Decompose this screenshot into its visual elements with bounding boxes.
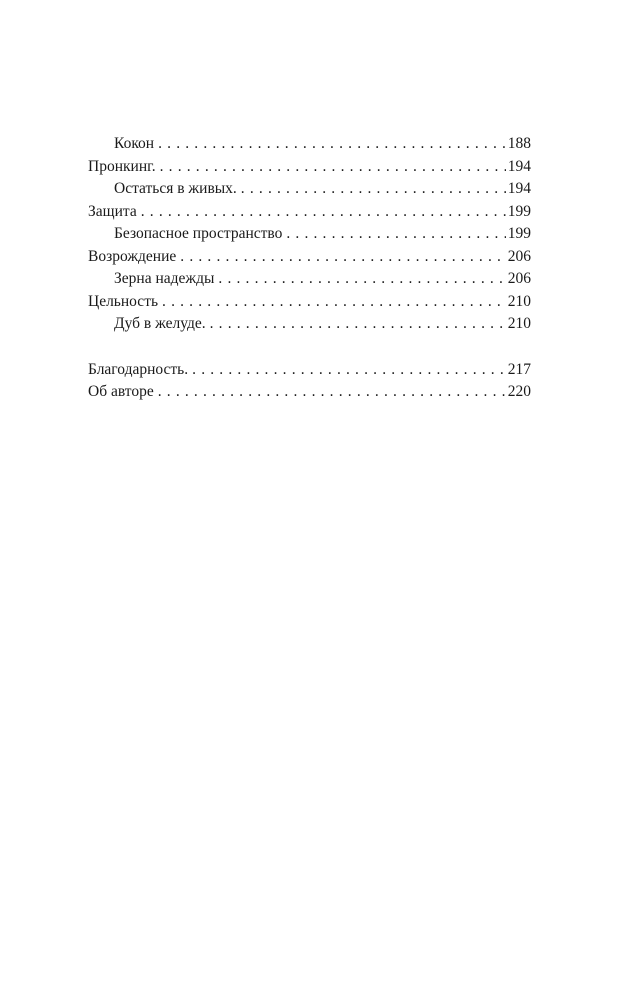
toc-entry-title: Цельность bbox=[88, 292, 159, 310]
toc-entry-title: Защита bbox=[88, 202, 137, 220]
toc-group-back-matter bbox=[88, 359, 531, 404]
dot-leader bbox=[218, 268, 505, 291]
toc-entry-title: Дуб в желуде. bbox=[114, 315, 206, 332]
toc-entry-page: 194 bbox=[507, 180, 531, 197]
toc-entry-page: 188 bbox=[507, 135, 531, 152]
toc-entry-ob-avtore[interactable] bbox=[88, 381, 531, 404]
toc-entry-page: 217 bbox=[507, 360, 531, 378]
toc-entry-page: 220 bbox=[507, 383, 531, 400]
toc-entry-kokon[interactable] bbox=[88, 133, 531, 156]
toc-entry-title: Безопасное пространство bbox=[114, 225, 283, 242]
dot-leader bbox=[158, 381, 506, 404]
toc-entry-page: 210 bbox=[507, 315, 531, 332]
toc-entry-page: 194 bbox=[507, 157, 531, 175]
dot-leader bbox=[192, 359, 506, 382]
dot-leader bbox=[162, 291, 506, 314]
dot-leader bbox=[241, 178, 506, 201]
toc-entry-zashchita[interactable] bbox=[88, 201, 531, 224]
toc-entry-dub-v-zhelude[interactable] bbox=[88, 313, 531, 336]
toc-entry-page: 206 bbox=[507, 270, 531, 287]
toc-entry-title: Остаться в живых. bbox=[114, 180, 237, 197]
toc-entry-page: 210 bbox=[507, 292, 531, 310]
dot-leader bbox=[141, 201, 506, 224]
toc-entry-title: Кокон bbox=[114, 135, 155, 152]
toc-entry-pronking[interactable] bbox=[88, 156, 531, 179]
dot-leader bbox=[210, 313, 506, 336]
toc-entry-bezopasnoe-prostranstvo[interactable] bbox=[88, 223, 531, 246]
dot-leader bbox=[180, 246, 505, 269]
dot-leader bbox=[286, 223, 505, 246]
toc-entry-vozrozhdenie[interactable] bbox=[88, 246, 531, 269]
toc-entry-page: 199 bbox=[507, 225, 531, 242]
toc-entry-title: Возрождение bbox=[88, 247, 177, 265]
toc-entry-title: Благодарность. bbox=[88, 360, 189, 378]
toc-entry-tselnost[interactable] bbox=[88, 291, 531, 314]
toc-entry-page: 206 bbox=[507, 247, 531, 265]
table-of-contents bbox=[88, 133, 531, 404]
dot-leader bbox=[160, 156, 506, 179]
toc-entry-title: Пронкинг. bbox=[88, 157, 156, 175]
toc-group-chapters bbox=[88, 133, 531, 336]
dot-leader bbox=[158, 133, 506, 156]
toc-entry-page: 199 bbox=[507, 202, 531, 220]
toc-entry-title: Об авторе bbox=[88, 383, 154, 400]
toc-entry-title: Зерна надежды bbox=[114, 270, 215, 287]
toc-entry-zerna-nadezhdy[interactable] bbox=[88, 268, 531, 291]
toc-entry-ostatsya-v-zhivykh[interactable] bbox=[88, 178, 531, 201]
toc-entry-blagodarnost[interactable] bbox=[88, 359, 531, 382]
